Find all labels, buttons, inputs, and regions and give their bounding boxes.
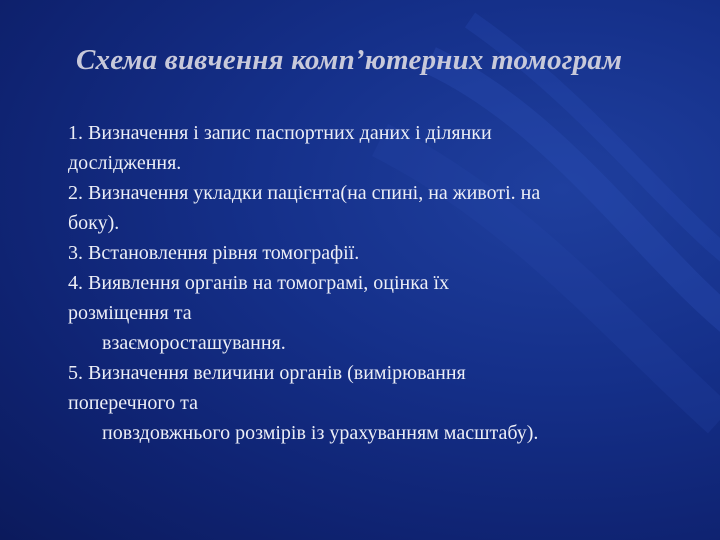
- slide-body: [68, 118, 708, 448]
- body-line: поперечного та: [68, 392, 198, 414]
- slide-title: Схема вивчення комп’ютерних томограм: [76, 44, 623, 76]
- body-line: 5. Визначення величини органів (вимірювання: [68, 362, 466, 384]
- body-line: боку).: [68, 212, 120, 234]
- body-line: розміщення та: [68, 302, 192, 324]
- body-line: 3. Встановлення рівня томографії.: [68, 242, 360, 264]
- body-line: дослідження.: [68, 152, 182, 174]
- body-line: повздовжнього розмірів із урахуванням масштабу).: [102, 422, 539, 444]
- body-line: 2. Визначення укладки пацієнта(на спині, на животі. на: [68, 182, 541, 204]
- body-line: взаєморосташування.: [102, 332, 286, 354]
- body-line: 1. Визначення і запис паспортних даних і ділянки: [68, 122, 492, 144]
- body-line: 4. Виявлення органів на томограмі, оцінка їх: [68, 272, 450, 294]
